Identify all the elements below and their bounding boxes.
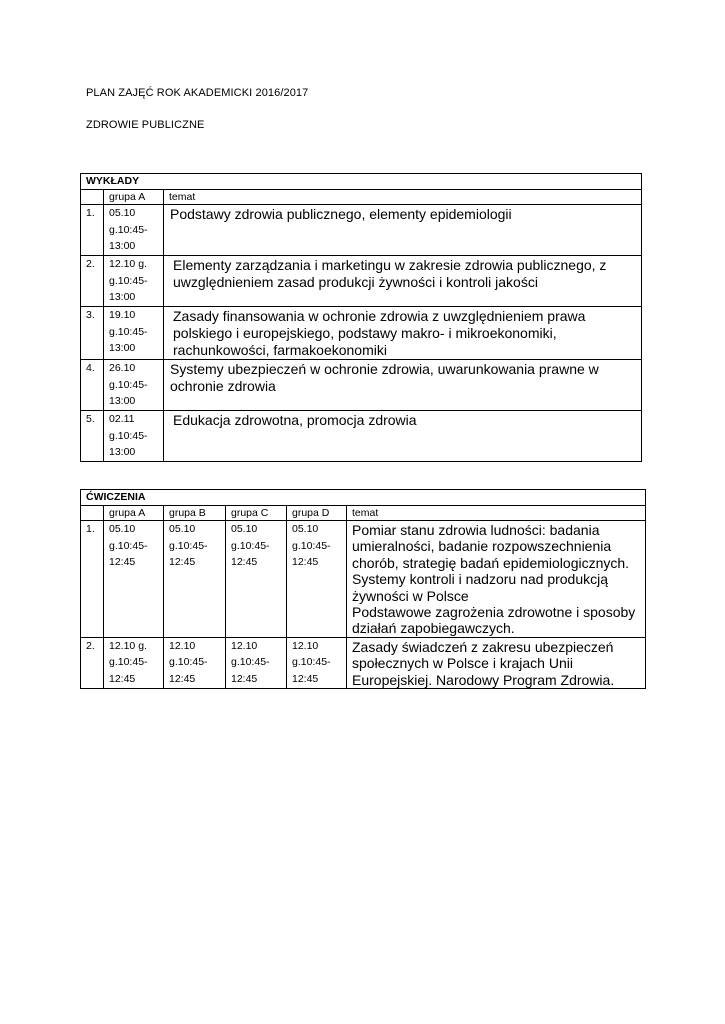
row-topic: Edukacja zdrowotna, promocja zdrowia (164, 411, 642, 462)
table-row (81, 411, 642, 462)
row-number: 3. (81, 307, 104, 360)
row-number: 4. (81, 360, 104, 411)
document-title: PLAN ZAJĘĆ ROK AKADEMICKI 2016/2017 (86, 87, 309, 99)
row-date: 05.10 g.10:45- 13:00 (104, 205, 164, 256)
exercises-title-row (81, 490, 646, 506)
column-header-group-c: grupa C (226, 506, 287, 521)
lectures-table (80, 173, 642, 462)
row-group-a: 12.10 g. g.10:45- 12:45 (104, 637, 164, 688)
table-row (81, 637, 646, 688)
lectures-title-row (81, 174, 642, 190)
exercises-header-row (81, 506, 646, 521)
column-header-number (81, 190, 104, 205)
row-group-d: 05.10 g.10:45- 12:45 (287, 521, 347, 638)
row-topic: Podstawy zdrowia publicznego, elementy epidemiologii (164, 205, 642, 256)
row-number: 1. (81, 205, 104, 256)
row-number: 1. (81, 521, 104, 638)
row-number: 2. (81, 256, 104, 307)
row-date: 02.11 g.10:45- 13:00 (104, 411, 164, 462)
column-header-topic: temat (164, 190, 642, 205)
row-group-a: 05.10 g.10:45- 12:45 (104, 521, 164, 638)
row-topic: Zasady finansowania w ochronie zdrowia z uwzględnieniem prawa polskiego i europejskiego, podstawy makro- i mikroekonomiki, rachunkowości, farmakoekonomiki (164, 307, 642, 360)
row-date: 12.10 g. g.10:45- 13:00 (104, 256, 164, 307)
row-number: 2. (81, 637, 104, 688)
lectures-header-row (81, 190, 642, 205)
row-group-b: 12.10 g.10:45- 12:45 (164, 637, 226, 688)
table-row (81, 205, 642, 256)
row-group-b: 05.10 g.10:45- 12:45 (164, 521, 226, 638)
row-number: 5. (81, 411, 104, 462)
exercises-title: ĆWICZENIA (81, 490, 646, 506)
table-row (81, 256, 642, 307)
lectures-title: WYKŁADY (81, 174, 642, 190)
column-header-group-b: grupa B (164, 506, 226, 521)
document-subtitle: ZDROWIE PUBLICZNE (86, 119, 205, 131)
column-header-group-d: grupa D (287, 506, 347, 521)
row-group-c: 12.10 g.10:45- 12:45 (226, 637, 287, 688)
row-topic: Elementy zarządzania i marketingu w zakresie zdrowia publicznego, z uwzględnieniem zasad produkcji żywności i kontroli jakości (164, 256, 642, 307)
row-topic: Zasady świadczeń z zakresu ubezpieczeń społecznych w Polsce i krajach Unii Europejskiej. Narodowy Program Zdrowia. (347, 637, 646, 688)
table-row (81, 307, 642, 360)
row-group-d: 12.10 g.10:45- 12:45 (287, 637, 347, 688)
row-topic: Pomiar stanu zdrowia ludności: badania umieralności, badanie rozpowszechnienia chorób, strategię badań epidemiologicznych. Systemy kontroli i nadzoru nad produkcją żywności w Polsce Podstawowe zagrożenia zdrowotne i sposoby działań zapobiegawczych. (347, 521, 646, 638)
table-row (81, 360, 642, 411)
column-header-number (81, 506, 104, 521)
row-date: 19.10 g.10:45- 13:00 (104, 307, 164, 360)
row-date: 26.10 g.10:45- 13:00 (104, 360, 164, 411)
row-group-c: 05.10 g.10:45- 12:45 (226, 521, 287, 638)
table-row (81, 521, 646, 638)
column-header-group-a: grupa A (104, 190, 164, 205)
column-header-topic: temat (347, 506, 646, 521)
exercises-table (80, 489, 646, 689)
column-header-group-a: grupa A (104, 506, 164, 521)
row-topic: Systemy ubezpieczeń w ochronie zdrowia, uwarunkowania prawne w ochronie zdrowia (164, 360, 642, 411)
